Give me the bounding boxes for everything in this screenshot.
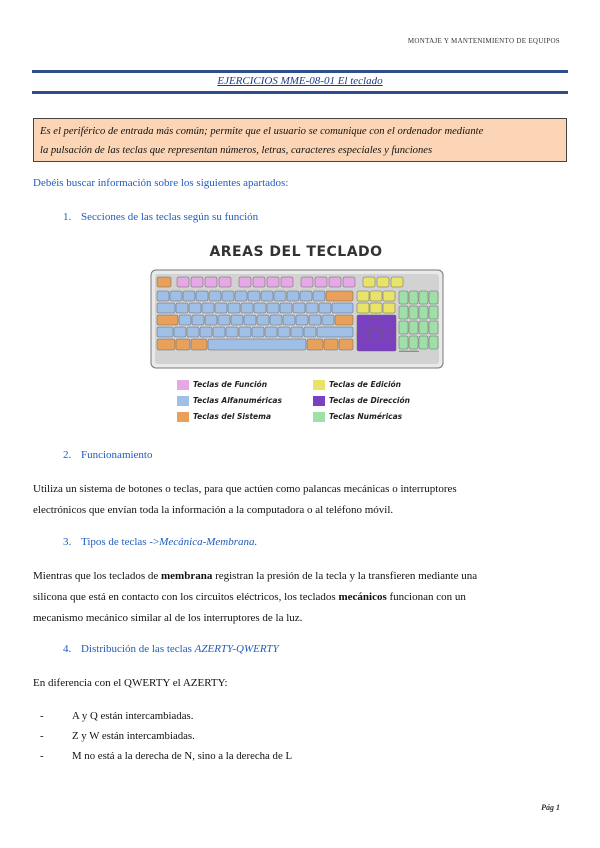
numeric-key [409,336,418,349]
page-number: Pág 1 [541,803,560,812]
edit-key [383,303,395,313]
alphanumeric-key [293,303,305,313]
legend-swatch [177,412,189,422]
system-key [176,339,190,350]
alphanumeric-key [241,303,253,313]
numeric-key [419,306,428,319]
alphanumeric-key [192,315,204,325]
alphanumeric-key [278,327,290,337]
alphanumeric-key [215,303,227,313]
list-item [40,706,292,726]
alphanumeric-key [332,303,353,313]
arrow-key [370,318,382,328]
edit-key [377,277,389,287]
alphanumeric-key [174,327,186,337]
alphanumeric-key [283,315,295,325]
definition-line-1: Es el periférico de entrada más común; permite que el usuario se comunique con el ordenador mediante [40,126,484,137]
section-label: Distribución de las teclas [81,643,192,655]
alphanumeric-key [319,303,331,313]
system-key [157,277,171,287]
paragraph-line: Utiliza un sistema de botones o teclas, para que actúen como palancas mecánicas o interruptores [33,483,457,495]
legend-label: Teclas de Edición [329,380,402,389]
legend-label: Teclas de Dirección [329,396,410,405]
legend-item-function [177,380,267,390]
alphanumeric-key [196,291,208,301]
edit-key [383,291,395,301]
alphanumeric-key [222,291,234,301]
arrow-key [370,330,382,340]
legend-swatch [177,396,189,406]
legend-item-system [177,412,271,422]
alphanumeric-key [157,327,173,337]
function-key [191,277,203,287]
text-run: registran la presión de la tecla y la transfieren mediante una [212,570,478,582]
list-dash: - [40,750,44,762]
function-key [267,277,279,287]
alphanumeric-key [209,291,221,301]
legend-item-numeric [313,412,402,422]
alphanumeric-key [228,303,240,313]
paragraph-line: mecanismo mecánico similar al de los interruptores de la luz. [33,612,303,624]
function-key [239,277,251,287]
arrow-key [357,330,369,340]
section-label: Funcionamiento [81,449,153,461]
list-dash: - [40,710,44,722]
running-header: MONTAJE Y MANTENIMIENTO DE EQUIPOS [407,37,560,45]
alphanumeric-key [300,291,312,301]
legend-item-edit [313,380,401,390]
numeric-key [399,306,408,319]
title-bar [32,70,568,94]
list-item-text: M no está a la derecha de N, sino a la derecha de L [72,750,293,762]
alphanumeric-key [309,315,321,325]
alphanumeric-key [218,315,230,325]
alphanumeric-key [231,315,243,325]
edit-key [370,291,382,301]
system-key [326,291,353,301]
alphanumeric-key [317,327,353,337]
numeric-key [429,321,438,334]
alphanumeric-key [287,291,299,301]
alphanumeric-key [226,327,238,337]
page-title: EJERCICIOS MME-08-01 El teclado [217,75,383,87]
list-item-text: A y Q están intercambiadas. [72,710,194,722]
function-key [281,277,293,287]
numeric-key [429,336,438,349]
alphanumeric-key [239,327,251,337]
differences-list [40,706,292,766]
system-key [307,339,323,350]
section-3-heading [63,536,257,548]
funcionamiento-paragraph [33,479,563,521]
function-key [205,277,217,287]
section-label: Secciones de las teclas según su función [81,211,259,223]
numeric-key [429,291,438,304]
alphanumeric-key [213,327,225,337]
section-1-heading [63,211,258,223]
arrow-key [383,330,395,340]
list-item [40,726,292,746]
function-key [253,277,265,287]
text-run: funcionan con un [386,591,466,603]
function-key [343,277,355,287]
numeric-key [399,336,408,349]
system-key [157,339,175,350]
text-run: Mientras que los teclados de [33,570,161,582]
alphanumeric-key [322,315,334,325]
function-key [329,277,341,287]
alphanumeric-key [187,327,199,337]
function-key [177,277,189,287]
section-label-italic: AZERTY-QWERTY [194,643,279,655]
numeric-key [429,306,438,319]
legend-label: Teclas de Función [193,380,268,389]
legend-swatch [313,396,325,406]
alphanumeric-key [274,291,286,301]
alphanumeric-key [291,327,303,337]
alphanumeric-key [306,303,318,313]
numeric-key [419,291,428,304]
numeric-key [399,351,419,352]
numeric-key [399,291,408,304]
paragraph-line [33,566,563,587]
edit-key [357,291,369,301]
system-key [191,339,207,350]
numeric-key [399,321,408,334]
alphanumeric-key [170,291,182,301]
section-number: 4. [63,643,72,655]
alphanumeric-key [261,291,273,301]
alphanumeric-key [176,303,188,313]
alphanumeric-key [270,315,282,325]
system-key [157,315,178,325]
alphanumeric-key [157,303,175,313]
alphanumeric-key [179,315,191,325]
alphanumeric-key [183,291,195,301]
numeric-key [409,321,418,334]
legend-swatch [177,380,189,390]
legend-label: Teclas Numéricas [329,412,403,421]
legend-swatch [313,412,325,422]
system-key [335,315,353,325]
section-2-heading [63,449,153,461]
intro-text: Debéis buscar información sobre los siguientes apartados: [33,177,289,189]
edit-key [357,303,369,313]
figure-title: AREAS DEL TECLADO [209,244,383,260]
section-number: 3. [63,536,72,548]
legend-item-alphanumeric [177,396,282,406]
section-label-italic: Mecánica-Membrana. [159,536,258,548]
alphanumeric-key [244,315,256,325]
numeric-key [409,306,418,319]
list-dash: - [40,730,44,742]
space-key [208,339,306,350]
edit-key [391,277,403,287]
alphanumeric-key [280,303,292,313]
distribucion-intro: En diferencia con el QWERTY el AZERTY: [33,677,228,689]
numeric-key [419,336,428,349]
alphanumeric-key [257,315,269,325]
function-key [301,277,313,287]
bold-term: membrana [161,570,213,582]
paragraph-line: electrónicos que envían toda la información a la computadora o al teléfono móvil. [33,504,394,516]
legend-swatch [313,380,325,390]
system-key [324,339,338,350]
section-4-heading [63,643,279,655]
alphanumeric-key [254,303,266,313]
numeric-key [419,321,428,334]
function-key [315,277,327,287]
alphanumeric-key [205,315,217,325]
alphanumeric-key [313,291,325,301]
text-run: silicona que está en contacto con los circuitos eléctricos, los teclados [33,591,339,603]
legend-label: Teclas del Sistema [193,412,272,421]
list-item [40,746,292,766]
alphanumeric-key [267,303,279,313]
section-number: 2. [63,449,72,461]
paragraph-line [33,587,563,608]
definition-box [33,118,567,162]
edit-key [363,277,375,287]
function-key [219,277,231,287]
alphanumeric-key [296,315,308,325]
alphanumeric-key [252,327,264,337]
system-key [339,339,353,350]
section-label: Tipos de teclas -> [81,536,160,548]
alphanumeric-key [304,327,316,337]
legend-item-direction [313,396,410,406]
edit-key [370,303,382,313]
alphanumeric-key [202,303,214,313]
bold-term: mecánicos [338,591,387,603]
alphanumeric-key [235,291,247,301]
definition-line-2: la pulsación de las teclas que representan números, letras, caracteres especiales y funciones [40,145,433,156]
section-number: 1. [63,211,72,223]
alphanumeric-key [200,327,212,337]
alphanumeric-key [265,327,277,337]
keyboard-figure [143,244,449,426]
alphanumeric-key [248,291,260,301]
legend-label: Teclas Alfanuméricas [193,396,282,405]
numeric-key [409,291,418,304]
tipos-paragraph [33,566,563,629]
list-item-text: Z y W están intercambiadas. [72,730,195,742]
alphanumeric-key [157,291,169,301]
alphanumeric-key [189,303,201,313]
